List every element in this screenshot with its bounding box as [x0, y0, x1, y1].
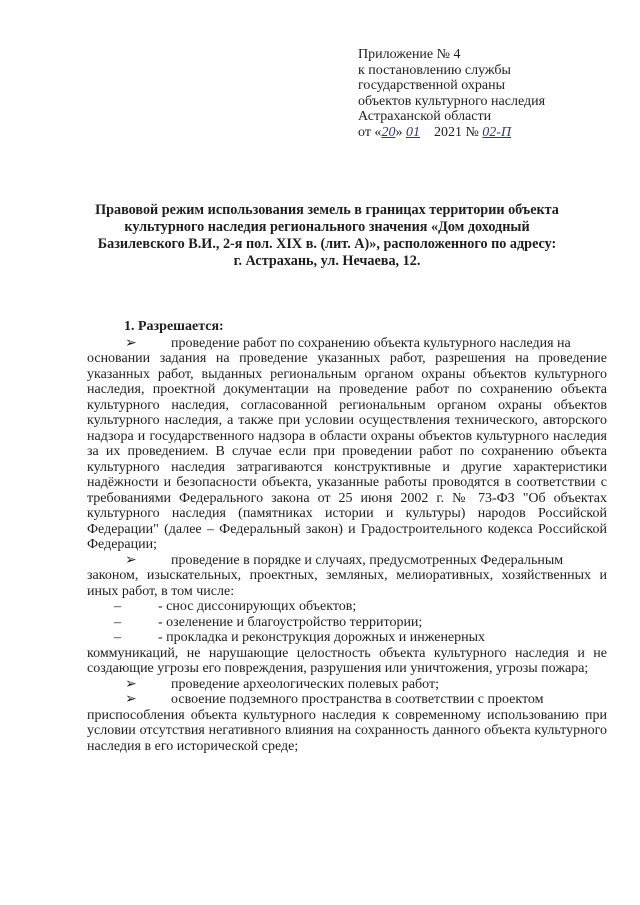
sub-list-item-text: - снос диссонирующих объектов; — [158, 599, 357, 614]
appendix-line: Астраханской области — [358, 109, 492, 125]
sub-list-item — [87, 599, 607, 615]
sub-list-item — [87, 615, 607, 631]
date-mid: » — [395, 124, 403, 140]
document-title — [92, 202, 562, 270]
decree-number: 02-П — [482, 124, 512, 140]
decree-date-line — [358, 125, 618, 141]
paragraph-text: приспособления объекта культурного наследия к современному использованию при условии отсутствия негативного влияния на сохранность данного объекта культурного наследия в его исторической среде; — [87, 707, 607, 754]
list-item — [87, 677, 607, 693]
title-line: культурного наследия регионального значения «Дом доходный — [124, 219, 530, 235]
date-day: 20 — [381, 124, 396, 140]
paragraph-text: основании задания на проведение указанных работ, разрешения на проведение указанных работ, выданных региональным органом охраны объектов культурного наследия, проектной документации на проведение работ по сохранению объекта культурного наследия, согласованной региональным органом охраны объектов культурного наследия, а также при условии осуществления технического, авторского надзора и государственного надзора в области охраны объектов культурного наследия за их проведением. В случае если при проведении работ по сохранению объекта культурного наследия затрагиваются конструктивные и другие характеристики надёжности и безопасности объекта, указанные работы проводятся в соответствии с требованиями Федерального закона от 25 июня 2002 г. № 73-ФЗ "Об объектах культурного наследия (памятниках истории и культуры) народов Российской Федерации" (далее – Федеральный закон) и Градостроительного кодекса Российской Федерации; — [87, 351, 607, 552]
appendix-line: Приложение № 4 — [358, 47, 461, 62]
document-body — [87, 319, 607, 754]
list-item-text: проведение археологических полевых работ; — [171, 676, 439, 692]
title-line: г. Астрахань, ул. Нечаева, 12. — [233, 253, 421, 269]
arrow-bullet-icon: ➢ — [125, 692, 137, 707]
sub-list-item — [87, 630, 607, 646]
appendix-block — [358, 47, 618, 141]
sub-list-item-text: - прокладка и реконструкция дорожных и инженерных — [158, 630, 486, 645]
list-item-text: освоение подземного пространства в соответствии с проектом — [171, 692, 544, 707]
section-heading: 1. Разрешается: — [124, 319, 224, 334]
dash-bullet: – — [114, 630, 121, 645]
list-item-text: проведение работ по сохранению объекта культурного наследия на — [171, 335, 571, 351]
dash-bullet: – — [114, 599, 121, 614]
appendix-line: государственной охраны — [358, 78, 506, 94]
appendix-line: объектов культурного наследия — [358, 93, 546, 109]
arrow-bullet-icon: ➢ — [125, 335, 137, 351]
arrow-bullet-icon: ➢ — [125, 552, 137, 568]
sub-list-item-text: - озеленение и благоустройство территории; — [158, 614, 423, 630]
list-item — [87, 336, 607, 352]
paragraph-text: коммуникаций, не нарушающие целостность объекта культурного наследия и не создающие угрозы его повреждения, разрушения или уничтожения, угрозы пожара; — [87, 645, 607, 676]
dash-bullet: – — [114, 614, 121, 630]
arrow-bullet-icon: ➢ — [125, 676, 137, 692]
title-line: Правовой режим использования земель в границах территории объекта — [95, 202, 559, 218]
title-line: Базилевского В.И., 2-я пол. XIX в. (лит. А)», расположенного по адресу: — [97, 236, 557, 252]
paragraph-text: законом, изыскательных, проектных, земляных, мелиоративных, хозяйственных и иных работ, в том числе: — [87, 568, 607, 599]
list-item — [87, 553, 607, 569]
list-item — [87, 692, 607, 708]
date-month: 01 — [405, 124, 420, 140]
date-prefix: от « — [358, 124, 382, 140]
appendix-line: к постановлению службы — [358, 62, 511, 78]
date-year: 2021 № — [433, 124, 479, 140]
list-item-text: проведение в порядке и случаях, предусмотренных Федеральным — [171, 552, 564, 568]
